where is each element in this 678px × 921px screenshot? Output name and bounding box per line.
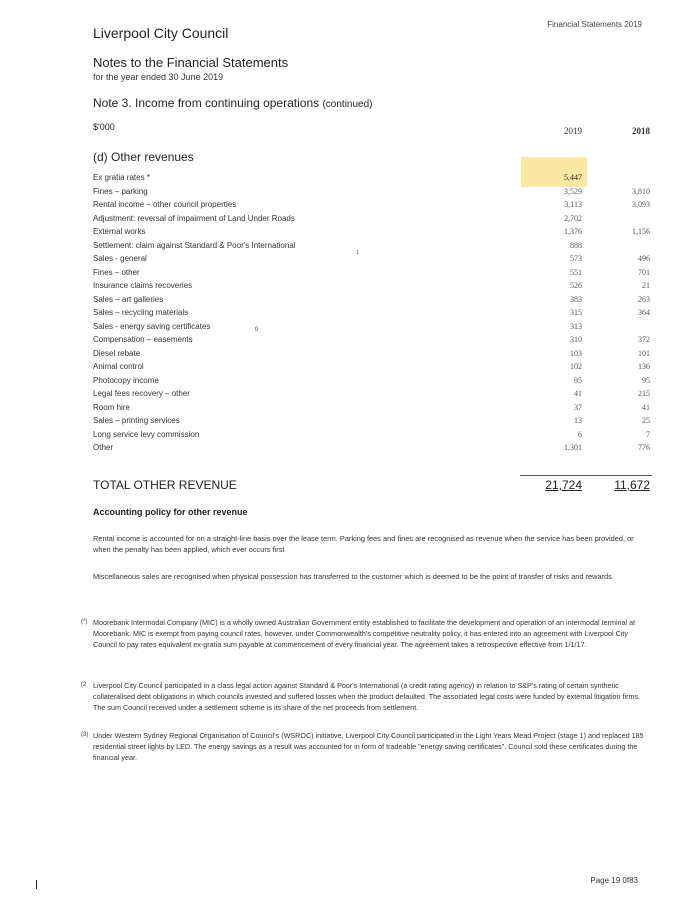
value-2019: 6 — [578, 429, 582, 439]
value-2019: 526 — [570, 281, 582, 290]
council-name: Liverpool City Council — [93, 25, 229, 41]
row-label: Fines – parking — [93, 186, 148, 196]
footnote — [81, 730, 653, 763]
table-row — [93, 322, 653, 335]
table-row — [93, 349, 653, 362]
value-2018: 496 — [638, 254, 650, 263]
value-2018: 701 — [638, 267, 650, 277]
table-row — [93, 241, 653, 254]
table-row — [93, 376, 653, 389]
note-heading — [93, 96, 373, 110]
value-2019: 383 — [570, 294, 582, 304]
value-2018: 215 — [638, 389, 650, 398]
value-2019: 1,301 — [564, 443, 582, 452]
footnote-text: Under Western Sydney Regional Organisation of Council's (WSROC) initiative, Liverpool City Council participated in the Light Years Mead Project (stage 1) and replaced 185 residential street lights by LED. The energy savings as a result was accounted for in form of tradeable "energy saving certificates". Council sold these certificates during the financial year. — [93, 731, 644, 762]
row-label: Ex gratia rates * — [93, 173, 150, 182]
row-label: Diesel rebate — [93, 348, 141, 358]
document-label: Financial Statements 2019 — [547, 20, 642, 29]
value-2019: 102 — [570, 362, 582, 371]
value-2019: 310 — [570, 335, 582, 344]
value-2018: 776 — [638, 443, 650, 452]
value-2019: 1,376 — [564, 227, 582, 236]
row-label: Room hire — [93, 402, 130, 412]
value-2019: 551 — [570, 267, 582, 277]
stray-mark: 1 — [356, 250, 360, 256]
total-row — [93, 478, 653, 494]
stray-mark: 0 — [255, 327, 259, 333]
table-row — [93, 335, 653, 348]
row-label: Photocopy income — [93, 375, 159, 385]
value-2019: 3,113 — [564, 200, 582, 209]
policy-heading: Accounting policy for other revenue — [93, 507, 248, 517]
page-subtitle: for the year ended 30 June 2019 — [93, 72, 224, 82]
column-header-2018: 2018 — [632, 126, 650, 136]
table-row — [93, 227, 653, 240]
value-2019: 315 — [570, 308, 582, 317]
policy-paragraph: Miscellaneous sales are recognised when physical possession has transferred to the customer which is deemed to be the point of transfer of risks and rewards. — [93, 572, 614, 581]
table-row — [93, 443, 653, 456]
total-label: TOTAL OTHER REVENUE — [93, 478, 237, 492]
value-2019: 888 — [570, 240, 582, 250]
value-2019: 573 — [570, 254, 582, 263]
table-row — [93, 362, 653, 375]
value-2018: 25 — [642, 416, 650, 425]
column-header-2019: 2019 — [564, 126, 582, 136]
section-heading: (d) Other revenues — [93, 150, 194, 164]
table-row — [93, 187, 653, 200]
row-label: Insurance claims recoveries — [93, 281, 193, 290]
table-row — [93, 214, 653, 227]
row-label: Settlement: claim against Standard & Poor's International — [93, 240, 296, 250]
value-2018: 263 — [638, 294, 650, 304]
value-2019: 13 — [574, 416, 582, 425]
footnote-text: Liverpool City Council participated in a class legal action against Standard & Poor's International (a credit rating agency) in relation to S&P's rating of certain synthetic collateralised debt obligations in which councils invested and suffered losses when the product defaulted. The associated legal costs were funded by external litigation firms. The sum Council received under a settlement scheme is its share of the net proceeds from settlement. — [93, 681, 641, 712]
row-label: Sales - general — [93, 254, 147, 263]
table-row — [93, 200, 653, 213]
value-2018: 95 — [642, 375, 650, 385]
row-label: Sales – printing services — [93, 416, 180, 425]
page-marker — [36, 880, 37, 889]
value-2019: 41 — [574, 389, 582, 398]
footnote — [81, 680, 653, 713]
note-continued: (continued) — [322, 99, 373, 110]
value-2019: 37 — [574, 402, 582, 412]
units-label: $'000 — [93, 122, 115, 132]
value-2018: 21 — [642, 281, 650, 290]
row-label: External works — [93, 227, 146, 236]
table-row — [93, 308, 653, 321]
value-2018: 372 — [638, 335, 650, 344]
table-row — [93, 268, 653, 281]
note-heading-text: Note 3. Income from continuing operations — [93, 96, 320, 110]
value-2019: 313 — [570, 321, 582, 331]
row-label: Adjustment: reversal of impairment of Land Under Roads — [93, 213, 295, 223]
table-row — [93, 254, 653, 267]
value-2019: 3,529 — [564, 186, 582, 196]
footnote-marker: (*) — [81, 619, 88, 625]
row-label: Sales – recycling materials — [93, 308, 189, 317]
page-title: Notes to the Financial Statements — [93, 55, 289, 70]
value-2019: 103 — [570, 348, 582, 358]
footnote — [81, 617, 653, 650]
table-row — [93, 416, 653, 429]
value-2019: 5,447 — [564, 173, 582, 182]
row-label: Legal fees recovery – other — [93, 389, 190, 398]
row-label: Rental income – other council properties — [93, 200, 237, 209]
policy-paragraph: Rental income is accounted for on a straight-line basis over the lease term. Parking fees and fines are recognised as revenue when the service has been provided, or when the penalty has been applied, which ever occurs first — [93, 534, 634, 554]
table-row — [93, 389, 653, 402]
value-2019: 2,702 — [564, 213, 582, 223]
footnote-marker: (3) — [81, 732, 89, 738]
row-label: Animal control — [93, 362, 144, 371]
table-row — [93, 295, 653, 308]
value-2019: 95 — [574, 375, 582, 385]
page-number: Page 19 0f83 — [590, 876, 638, 885]
table-row — [93, 430, 653, 443]
row-label: Long service levy commission — [93, 429, 200, 439]
value-2018: 1,156 — [632, 227, 650, 236]
total-divider — [520, 475, 652, 476]
value-2018: 136 — [638, 362, 650, 371]
table-row — [93, 173, 653, 186]
footnote-marker: (2 — [81, 682, 87, 688]
row-label: Compensation – easements — [93, 335, 193, 344]
total-2019: 21,724 — [545, 478, 582, 492]
value-2018: 41 — [642, 402, 650, 412]
table-row — [93, 281, 653, 294]
total-2018: 11,672 — [614, 478, 650, 492]
row-label: Other — [93, 443, 114, 452]
row-label: Sales – art galleries — [93, 294, 164, 304]
row-label: Fines – other — [93, 267, 140, 277]
row-label: Sales - energy saving certificates — [93, 321, 211, 331]
value-2018: 3,810 — [632, 186, 650, 196]
value-2018: 3,093 — [632, 200, 650, 209]
table-row — [93, 403, 653, 416]
value-2018: 7 — [646, 429, 650, 439]
footnote-text: Moorebank Intermodal Company (MIC) is a wholly owned Australian Government entity established to facilitate the development and operation of an intermodal terminal at Moorebank. MIC is exempt from paying council rates, however, under Commonwealth's competitive neutrality policy, it has entered into an agreement with Liverpool City Council to pay rates equivalent ex-gratia sum payable at commencement of every financial year. The agreement takes a retrospective effective from 1/1/17. — [93, 618, 636, 649]
value-2018: 364 — [638, 308, 650, 317]
value-2018: 101 — [638, 348, 650, 358]
